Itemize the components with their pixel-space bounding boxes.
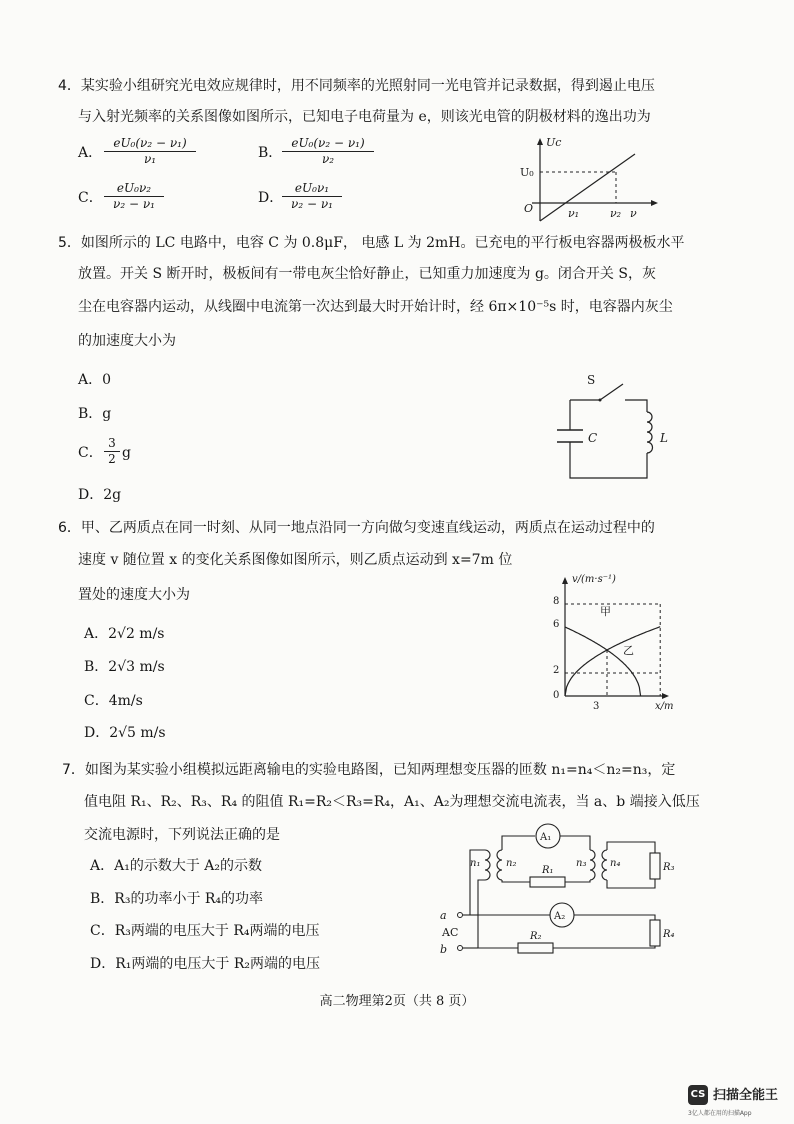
q7-terminal-b xyxy=(458,946,463,951)
q4-option-c-num: eU₀ν₂ xyxy=(104,181,164,197)
q6-tick-6: 6 xyxy=(553,619,560,630)
q6-tick-x3: 3 xyxy=(593,701,600,712)
q7-option-a: A．A₁的示数大于 A₂的示数 xyxy=(90,858,263,874)
q7-r3-label: R₃ xyxy=(663,862,675,873)
q7-line-top-left xyxy=(502,836,535,850)
q7-a1-label: A₁ xyxy=(540,832,552,843)
q4-number: 4． xyxy=(58,78,81,94)
q5-switch-pivot xyxy=(599,399,602,402)
q7-n2-label: n₂ xyxy=(506,858,517,869)
q5-option-c-fraction xyxy=(104,436,120,467)
q6-y-arrow xyxy=(562,577,568,584)
q5-lc-circuit xyxy=(545,370,685,485)
q5-cap-label: C xyxy=(588,431,598,445)
q6-tick-2: 2 xyxy=(553,665,560,676)
q7-a-label: a xyxy=(440,909,447,922)
q6-option-b: B．2√3 m/s xyxy=(84,659,165,675)
q7-r3 xyxy=(650,853,660,879)
q7-option-b: B．R₃的功率小于 R₄的功率 xyxy=(90,891,264,907)
q7-ac-label: AC xyxy=(442,926,459,939)
q4-option-c-fraction xyxy=(104,181,164,212)
q7-n3-coil xyxy=(590,850,595,880)
q5-option-d: D．2g xyxy=(78,487,122,503)
q6-option-a: A．2√2 m/s xyxy=(84,626,165,642)
q4-option-d-fraction xyxy=(282,181,342,212)
q5-option-c-den: 2 xyxy=(108,452,116,466)
q7-option-c: C．R₃两端的电压大于 R₄两端的电压 xyxy=(90,923,320,939)
q6-label-yi: 乙 xyxy=(623,644,634,657)
q6-label-jia: 甲 xyxy=(600,605,611,618)
q4-option-b-den: ν₂ xyxy=(321,152,335,166)
q4-text1: 某实验小组研究光电效应规律时，用不同频率的光照射同一光电管并记录数据，得到遏止电压 xyxy=(80,78,655,94)
q7-a2-label: A₂ xyxy=(554,911,566,922)
q7-r3-wire-bottom xyxy=(607,879,655,888)
q7-line-bottom-left xyxy=(502,880,530,882)
q6-tick-8: 8 xyxy=(553,596,560,607)
q7-n3-label: n₃ xyxy=(576,858,587,869)
q4-u0-label: U₀ xyxy=(520,166,534,179)
q6-vx-chart xyxy=(540,572,685,710)
q7-n1-label: n₁ xyxy=(470,858,481,869)
q4-option-b-label: B． xyxy=(258,145,283,161)
q7-number: 7． xyxy=(62,762,85,778)
camscanner-tagline: 3亿人都在用的扫描App xyxy=(688,1110,752,1117)
q4-uc-graph xyxy=(510,136,670,231)
q7-line2-bottom xyxy=(478,946,655,948)
q7-line-top-right xyxy=(560,836,590,850)
q7-r4 xyxy=(650,920,660,946)
q7-line2-top-right xyxy=(574,915,655,920)
q4-option-d-label: D． xyxy=(258,190,284,206)
q7-r2 xyxy=(518,943,553,953)
q5-inductor-coil xyxy=(647,412,653,453)
q7-n1-coil xyxy=(485,850,490,880)
q7-b-label: b xyxy=(440,943,448,956)
q6-curve-jia xyxy=(565,627,660,696)
page-footer: 高二物理第2页（共 8 页） xyxy=(319,994,475,1009)
q6-x-label: x/m xyxy=(655,701,674,712)
q5-option-a: A．0 xyxy=(78,372,112,388)
q4-v2-label: ν₂ xyxy=(610,207,622,220)
q5-option-c-label: C． xyxy=(78,445,103,461)
q6-text1: 甲、乙两质点在同一时刻、从同一地点沿同一方向做匀变速直线运动，两质点在运动过程中的 xyxy=(80,520,655,536)
q5-switch-label: S xyxy=(587,373,596,387)
q4-x-arrow xyxy=(651,200,658,206)
q6-x-arrow xyxy=(662,693,669,699)
q4-line2: 与入射光频率的关系图像如图所示，已知电子电荷量为 e，则该光电管的阴极材料的逸出功为 xyxy=(78,109,651,125)
q7-r1-label: R₁ xyxy=(542,865,554,876)
q5-line3: 尘在电容器内运动，从线圈中电流第一次达到最大时开始计时，经 6π×10⁻⁵s 时，电容器内灰尘 xyxy=(78,299,673,315)
q4-x-label: ν xyxy=(630,207,637,220)
q6-line3: 置处的速度大小为 xyxy=(78,587,190,603)
q6-line2: 速度 v 随位置 x 的变化关系图像如图所示，则乙质点运动到 x=7m 位 xyxy=(78,552,513,568)
q6-y-label: v/(m·s⁻¹) xyxy=(572,574,616,585)
q7-r2-label: R₂ xyxy=(530,931,542,942)
q7-line1 xyxy=(62,760,675,780)
q7-n4-label: n₄ xyxy=(610,858,621,869)
q7-n2-coil xyxy=(497,850,502,880)
q4-option-d-num: eU₀ν₁ xyxy=(282,181,342,197)
q7-line2: 值电阻 R₁、R₂、R₃、R₄ 的阻值 R₁=R₂＜R₃=R₄，A₁、A₂为理想交流电流表，当 a、b 端接入低压 xyxy=(84,794,700,810)
q5-ind-label: L xyxy=(660,431,668,445)
q5-text1: 如图所示的 LC 电路中，电容 C 为 0.8μF， 电感 L 为 2mH。已充电的平行板电容器两极板水平 xyxy=(80,235,685,251)
camscanner-name: 扫描全能王 xyxy=(713,1088,779,1103)
q4-option-c-den: ν₂ − ν₁ xyxy=(113,197,155,211)
q4-origin-label: O xyxy=(524,202,534,215)
q4-option-a-label: A． xyxy=(78,145,103,161)
q5-wire-top-right xyxy=(625,400,647,412)
q6-curve-yi xyxy=(565,627,641,696)
q5-line4: 的加速度大小为 xyxy=(78,333,176,349)
q5-switch xyxy=(600,384,623,400)
q5-option-c-unit: g xyxy=(122,445,131,461)
q7-n1-bottom-wire xyxy=(478,880,485,948)
q5-number: 5． xyxy=(58,235,81,251)
q5-line2: 放置。开关 S 断开时，极板间有一带电灰尘恰好静止，已知重力加速度为 g。闭合开关 S，灰 xyxy=(78,266,656,282)
q6-tick-0: 0 xyxy=(553,690,560,701)
q6-option-d: D．2√5 m/s xyxy=(84,725,166,741)
q7-option-d: D．R₁两端的电压大于 R₂两端的电压 xyxy=(90,956,320,972)
q7-r4-label: R₄ xyxy=(663,929,675,940)
q4-option-a-fraction xyxy=(104,136,196,167)
q7-n4-coil xyxy=(602,850,607,880)
q4-option-b-num: eU₀(ν₂ − ν₁) xyxy=(282,136,374,152)
q5-option-c-num: 3 xyxy=(104,436,120,452)
q5-option-b: B．g xyxy=(78,406,112,422)
q4-y-arrow xyxy=(537,138,543,145)
q7-terminal-a xyxy=(458,913,463,918)
q4-option-b-fraction xyxy=(282,136,374,167)
q6-line1 xyxy=(58,518,655,538)
q7-r3-wire-top xyxy=(607,842,655,853)
q4-option-d-den: ν₂ − ν₁ xyxy=(291,197,333,211)
q4-option-a-den: ν₁ xyxy=(143,152,157,166)
q5-cap-gap xyxy=(557,430,583,442)
q7-text1: 如图为某实验小组模拟远距离输电的实验电路图，已知两理想变压器的匝数 n₁=n₄＜n₂=n₃，定 xyxy=(84,762,676,778)
camscanner-logo-icon: CS xyxy=(688,1085,708,1105)
q6-option-c: C．4m/s xyxy=(84,693,143,709)
q4-y-label: Uc xyxy=(546,136,562,149)
q5-line1 xyxy=(58,233,684,253)
q7-line-bottom-right xyxy=(565,880,590,882)
q4-v1-label: ν₁ xyxy=(568,207,580,220)
q7-transmission-circuit xyxy=(430,820,685,965)
q4-option-a-num: eU₀(ν₂ − ν₁) xyxy=(104,136,196,152)
q4-line1 xyxy=(58,76,655,96)
q6-number: 6． xyxy=(58,520,81,536)
q7-r1 xyxy=(530,877,565,887)
q4-option-c-label: C． xyxy=(78,190,103,206)
q7-line3: 交流电源时，下列说法正确的是 xyxy=(84,827,280,843)
